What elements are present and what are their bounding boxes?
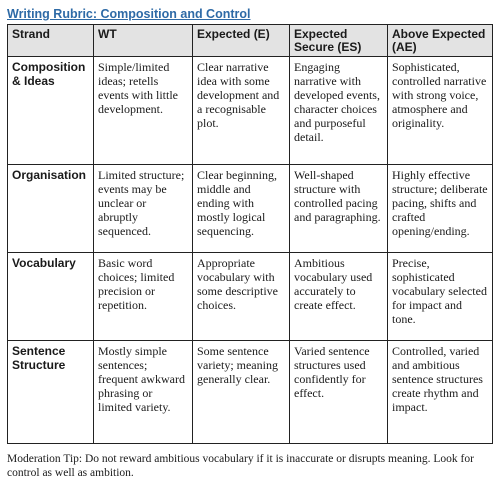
table-row xyxy=(8,165,493,253)
strand-label: Organisation xyxy=(8,165,94,253)
moderation-tip: Moderation Tip: Do not reward ambitious vocabulary if it is inaccurate or disrupts meaning. Look for control as well as ambition. xyxy=(7,453,474,479)
header-expected-secure: Expected Secure (ES) xyxy=(290,25,388,57)
strand-label: Composition & Ideas xyxy=(8,57,94,165)
document-title: Writing Rubric: Composition and Control xyxy=(7,7,251,21)
cell-expected: Some sentence variety; meaning generally clear. xyxy=(193,341,290,444)
cell-expected-secure: Engaging narrative with developed events, character choices and purposeful detail. xyxy=(290,57,388,165)
table-row xyxy=(8,57,493,165)
header-expected: Expected (E) xyxy=(193,25,290,57)
header-wt: WT xyxy=(94,25,193,57)
cell-expected-secure: Ambitious vocabulary used accurately to create effect. xyxy=(290,253,388,341)
strand-label: Vocabulary xyxy=(8,253,94,341)
cell-expected: Appropriate vocabulary with some descriptive choices. xyxy=(193,253,290,341)
header-above-expected: Above Expected (AE) xyxy=(388,25,493,57)
cell-wt: Basic word choices; limited precision or repetition. xyxy=(94,253,193,341)
cell-above-expected: Sophisticated, controlled narrative with strong voice, atmosphere and originality. xyxy=(388,57,493,165)
cell-expected: Clear beginning, middle and ending with mostly logical sequencing. xyxy=(193,165,290,253)
cell-expected: Clear narrative idea with some development and a recognisable plot. xyxy=(193,57,290,165)
cell-wt: Simple/limited ideas; retells events with little development. xyxy=(94,57,193,165)
table-row xyxy=(8,253,493,341)
strand-label: Sentence Structure xyxy=(8,341,94,444)
cell-wt: Mostly simple sentences; frequent awkward phrasing or limited variety. xyxy=(94,341,193,444)
header-row xyxy=(8,25,493,57)
cell-expected-secure: Varied sentence structures used confidently for effect. xyxy=(290,341,388,444)
cell-wt: Limited structure; events may be unclear or abruptly sequenced. xyxy=(94,165,193,253)
rubric-table xyxy=(7,24,493,444)
cell-above-expected: Controlled, varied and ambitious sentence structures create rhythm and impact. xyxy=(388,341,493,444)
cell-expected-secure: Well-shaped structure with controlled pacing and paragraphing. xyxy=(290,165,388,253)
header-strand: Strand xyxy=(8,25,94,57)
cell-above-expected: Precise, sophisticated vocabulary selected for impact and tone. xyxy=(388,253,493,341)
table-row xyxy=(8,341,493,444)
cell-above-expected: Highly effective structure; deliberate pacing, shifts and crafted opening/ending. xyxy=(388,165,493,253)
